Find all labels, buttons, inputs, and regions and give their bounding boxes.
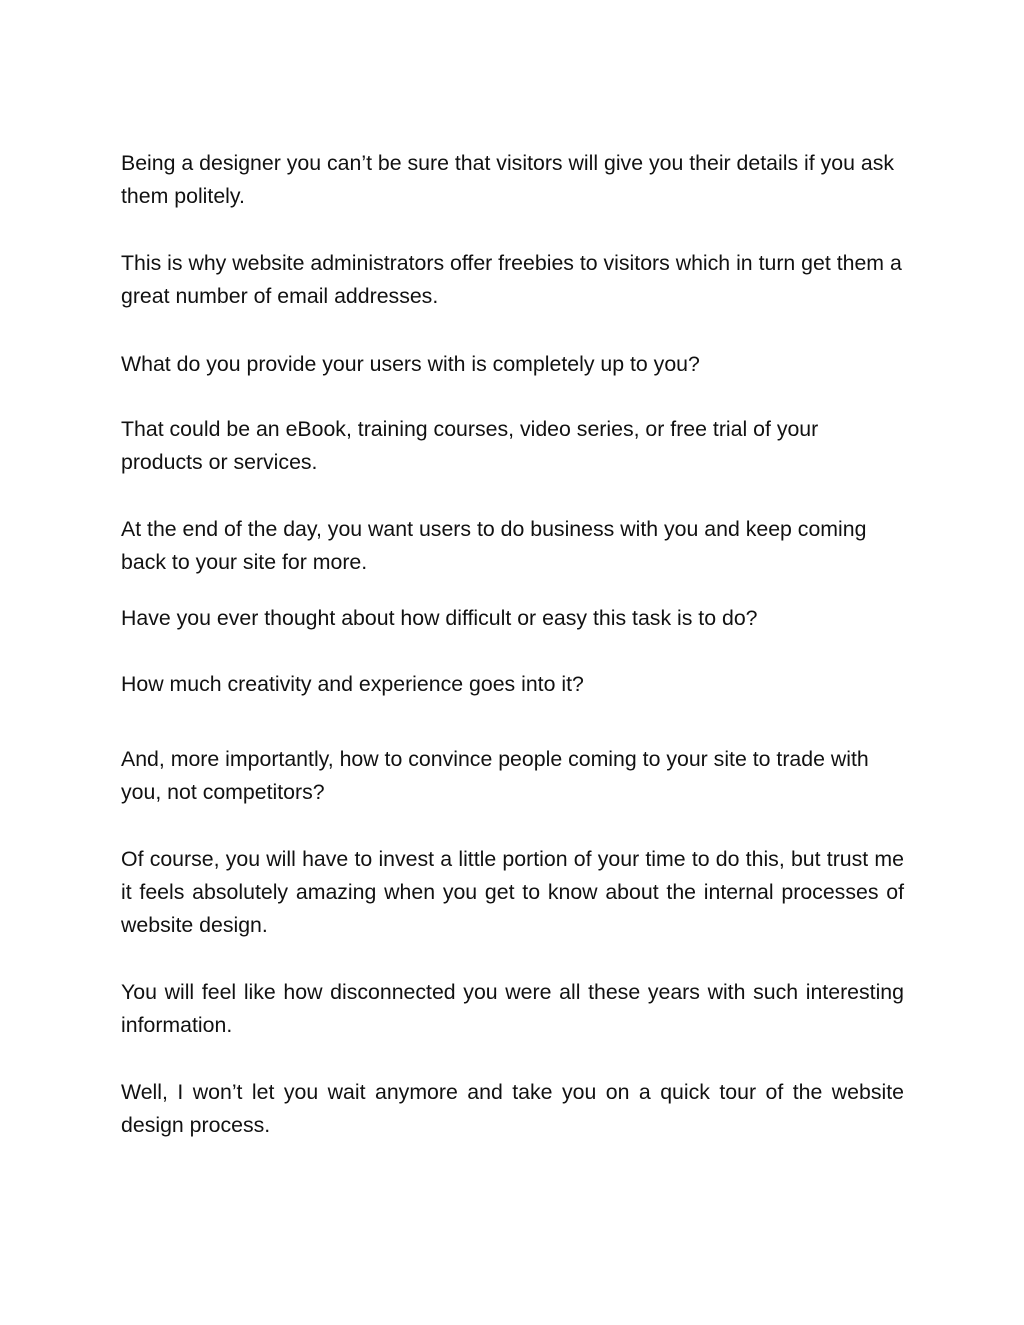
paragraph: How much creativity and experience goes into it?: [121, 672, 584, 696]
paragraph: Of course, you will have to invest a little portion of your time to do this, but trust me it feels absolutely amazing when you get to know about the internal processes of website design.: [121, 847, 904, 937]
paragraph: This is why website administrators offer freebies to visitors which in turn get them a great number of email addresses.: [121, 251, 902, 308]
paragraph: And, more importantly, how to convince people coming to your site to trade with you, not competitors?: [121, 747, 869, 804]
paragraph: You will feel like how disconnected you were all these years with such interesting information.: [121, 980, 904, 1037]
paragraph: Have you ever thought about how difficult or easy this task is to do?: [121, 606, 758, 630]
paragraph: At the end of the day, you want users to do business with you and keep coming back to your site for more.: [121, 517, 867, 574]
paragraph: Well, I won’t let you wait anymore and take you on a quick tour of the website design process.: [121, 1080, 904, 1137]
paragraph: That could be an eBook, training courses, video series, or free trial of your products or services.: [121, 417, 819, 474]
paragraph: What do you provide your users with is completely up to you?: [121, 352, 700, 376]
paragraph: Being a designer you can’t be sure that visitors will give you their details if you ask them politely.: [121, 151, 895, 208]
